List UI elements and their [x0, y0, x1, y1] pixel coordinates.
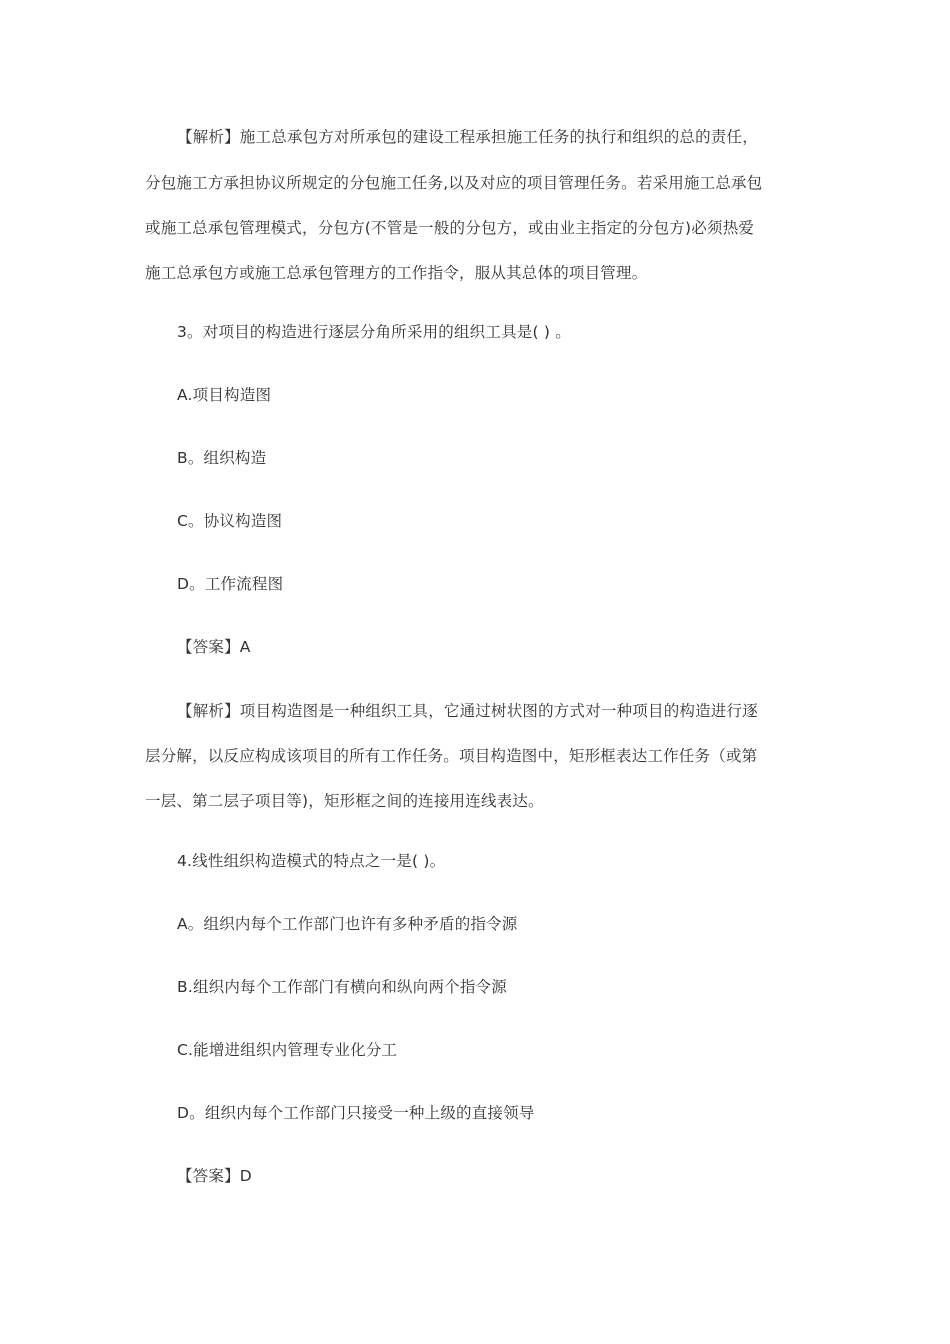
analysis-1-line-2: 分包施工方承担协议所规定的分包施工任务,以及对应的项目管理任务。若采用施工总承包: [145, 174, 763, 192]
question-3-option-a: A.项目构造图: [177, 386, 272, 404]
question-3-answer: 【答案】A: [177, 638, 251, 656]
analysis-1-line-3: 或施工总承包管理模式，分包方(不管是一般的分包方，或由业主指定的分包方)必须热爱: [145, 219, 755, 237]
question-3-analysis-line-3: 一层、第二层子项目等)，矩形框之间的连接用连线表达。: [145, 792, 544, 810]
question-3-option-b: B。组织构造: [177, 449, 267, 467]
analysis-1-line-1: 【解析】施工总承包方对所承包的建设工程承担施工任务的执行和组织的总的责任，: [177, 128, 758, 146]
question-4-option-b: B.组织内每个工作部门有横向和纵向两个指令源: [177, 978, 507, 996]
analysis-1-line-4: 施工总承包方或施工总承包管理方的工作指令，服从其总体的项目管理。: [145, 264, 648, 282]
question-4-option-d: D。组织内每个工作部门只接受一种上级的直接领导: [177, 1104, 535, 1122]
question-3-option-c: C。协议构造图: [177, 512, 283, 530]
question-4-option-c: C.能增进组织内管理专业化分工: [177, 1041, 398, 1059]
question-3-analysis-line-2: 层分解，以反应构成该项目的所有工作任务。项目构造图中，矩形框表达工作任务（或第: [145, 747, 758, 765]
question-3-stem: 3。对项目的构造进行逐层分角所采用的组织工具是( ) 。: [177, 323, 571, 341]
question-4-stem: 4.线性组织构造模式的特点之一是( )。: [177, 852, 446, 870]
question-3-option-d: D。工作流程图: [177, 575, 284, 593]
question-4-answer: 【答案】D: [177, 1167, 252, 1185]
question-3-analysis-line-1: 【解析】项目构造图是一种组织工具，它通过树状图的方式对一种项目的构造进行逐: [177, 702, 758, 720]
question-4-option-a: A。组织内每个工作部门也许有多种矛盾的指令源: [177, 915, 518, 933]
